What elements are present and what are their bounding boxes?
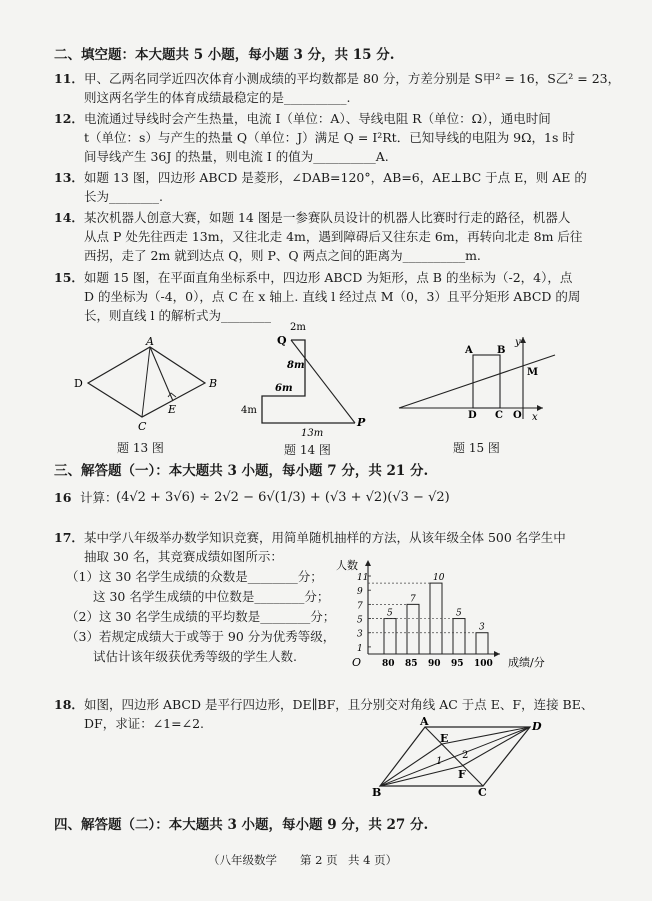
chart-ytick-label: 1 [357,643,363,654]
footer-total: 共 4 页） [348,853,398,867]
q14-line3: 西拐，走了 2m 就到达点 Q，则 P、Q 两点之间的距离为__________m. [84,248,481,263]
figure-13-caption: 题 13 图 [117,441,164,455]
segment-df [462,727,530,766]
q13-line2: 长为________. [84,189,163,204]
label-d: D [74,377,83,390]
label-y: y [515,337,521,348]
q13-line1: 如题 13 图，四边形 ABCD 是菱形，∠DAB=120°，AB=6，AE⊥BC 于点 E，则 AE 的 [84,170,587,185]
label-q: Q [277,334,287,347]
figure-14-path [235,318,370,438]
chart-ytick-label: 5 [357,615,363,626]
q17-sub2: （2）这 30 名学生成绩的平均数是________分； [66,609,336,624]
section-3-title: 三、解答题（一）：本大题共 3 小题，每小题 7 分，共 21 分. [54,463,429,479]
q14-line2: 从点 P 处先往西走 13m，又往北走 4m，遇到障碍后又往东走 6m，再转向北走 8m 后往 [84,229,583,244]
angle-1-label: 1 [436,756,443,767]
label-6m: 6m [275,383,293,394]
q15-line1: 如题 15 图，在平面直角坐标系中，四边形 ABCD 为矩形，点 B 的坐标为（-2，4），点 [84,270,573,285]
footer-subject: （八年级数学 [208,853,277,867]
figure-18-parallelogram [370,716,545,798]
q16-expression: (4√2 + 3√6) ÷ 2√2 − 6√(1/3) + (√3 + √2)(√3 − √2) [116,490,450,505]
q18-number: 18． [54,697,84,712]
chart-ytick-label: 11 [357,573,369,583]
right-angle-mark [168,393,176,397]
chart-x-tick-label: 85 [405,659,418,669]
segment-pq [291,340,355,423]
chart-ytick-label: 3 [357,629,363,640]
chart-data-label: 10 [433,573,445,584]
q17-sub1b: 这 30 名学生成绩的中位数是________分； [93,589,330,604]
q12-line2: t（单位：s）与产生的热量 Q（单位：J）满足 Q = I²Rt．已知导线的电阻为 9Ω，1s 时 [84,130,575,145]
label-c: C [478,786,487,798]
angle-2-label: 2 [462,750,469,761]
q12-line1: 电流通过导线时会产生热量，电流 I（单位：A）、导线电阻 R（单位：Ω），通电时间 [84,111,551,126]
line-l [399,355,555,408]
chart-data-label: 5 [456,608,462,619]
label-b: B [209,377,218,390]
chart-bar [476,633,488,654]
label-c: C [138,420,147,433]
chart-xlabel: 成绩/分 [508,656,545,669]
x-axis-arrow [537,405,543,411]
label-c: C [495,410,503,421]
q14-line1: 某次机器人创意大赛，如题 14 图是一参赛队员设计的机器人比赛时行走的路径，机器人 [84,210,571,225]
label-p: P [357,416,366,429]
y-axis-arrow [520,337,526,343]
chart-x-tick-label: 90 [428,659,441,669]
label-o: O [513,410,522,421]
chart-ytick-label: 9 [357,587,363,598]
q15-line3: 长，则直线 l 的解析式为________ [84,308,271,323]
label-e: E [440,732,449,745]
q15-line2: D 的坐标为（-4，0），点 C 在 x 轴上. 直线 l 经过点 M（0，3）且平分矩形 ABCD 的周 [84,289,581,304]
segment-de [442,727,530,744]
q11-line1: 甲、乙两名同学近四次体育小测成绩的平均数都是 80 分，方差分别是 S甲² = 16，S乙² = 23， [84,71,621,86]
figure-15-coordinate [395,333,565,423]
q11-number: 11． [54,71,84,86]
q17-sub3: （3）若规定成绩大于或等于 90 分为优秀等级， [66,629,336,644]
q17-line2: 抽取 30 名，其竞赛成绩如图所示： [84,549,283,564]
chart-ytick-label: 7 [357,601,363,612]
q17-number: 17． [54,530,84,545]
label-d: D [468,410,477,421]
label-d: D [532,720,542,733]
label-2m: 2m [290,322,306,333]
q11-line2: 则这两名学生的体育成绩最稳定的是__________. [84,90,351,105]
q13-number: 13． [54,170,84,185]
chart-x-arrow [494,651,500,657]
chart-x-tick-label: 80 [382,659,395,669]
label-a: A [465,345,473,356]
label-m: M [527,367,539,378]
chart-data-label: 5 [387,608,393,619]
section-4-title: 四、解答题（二）：本大题共 3 小题，每小题 9 分，共 27 分. [54,817,429,833]
robot-path [262,340,355,423]
q16-number: 16 [54,490,72,505]
q17-sub3b: 试估计该年级获优秀等级的学生人数. [93,649,297,664]
chart-x-tick-label: 100 [474,659,493,669]
label-13m: 13m [301,428,324,438]
label-b: B [497,345,506,356]
label-e: E [168,403,177,416]
q12-line3: 间导线产生 36J 的热量，则电流 I 的值为__________A. [84,149,389,164]
chart-bar [384,619,396,654]
chart-origin: O [352,656,362,669]
section-2-title: 二、填空题：本大题共 5 小题，每小题 3 分，共 15 分. [54,47,395,63]
score-bar-chart [332,556,562,672]
diagonal-ac [142,347,150,417]
footer-page: 第 2 页 [300,853,338,867]
chart-x-tick-label: 95 [451,659,464,669]
chart-bar [453,619,465,654]
q14-number: 14． [54,210,84,225]
figure-14-caption: 题 14 图 [284,443,331,457]
q15-number: 15． [54,270,84,285]
figure-15-caption: 题 15 图 [453,441,500,455]
label-8m: 8m [287,360,305,371]
q17-sub1: （1）这 30 名学生成绩的众数是________分； [66,569,323,584]
q16-prefix: 计算： [80,490,118,505]
label-x: x [532,412,538,423]
q12-number: 12． [54,111,84,126]
chart-bar [407,604,419,654]
q18-line2: DF，求证：∠1=∠2. [84,716,204,731]
label-b: B [372,786,382,798]
label-a: A [146,335,154,348]
label-4m: 4m [241,405,257,416]
figure-13-rhombus [70,335,220,435]
q17-line1: 某中学八年级举办数学知识竞赛，用简单随机抽样的方法，从该年级全体 500 名学生中 [84,530,566,545]
q18-line1: 如图，四边形 ABCD 是平行四边形，DE∥BF，且分别交对角线 AC 于点 E、F，连接 BE、 [84,697,594,712]
label-a: A [420,716,429,728]
chart-data-label: 7 [410,594,416,605]
chart-data-label: 3 [479,622,485,633]
chart-ylabel: 人数 [336,559,358,572]
label-f: F [458,768,466,781]
chart-y-arrow [365,560,371,566]
